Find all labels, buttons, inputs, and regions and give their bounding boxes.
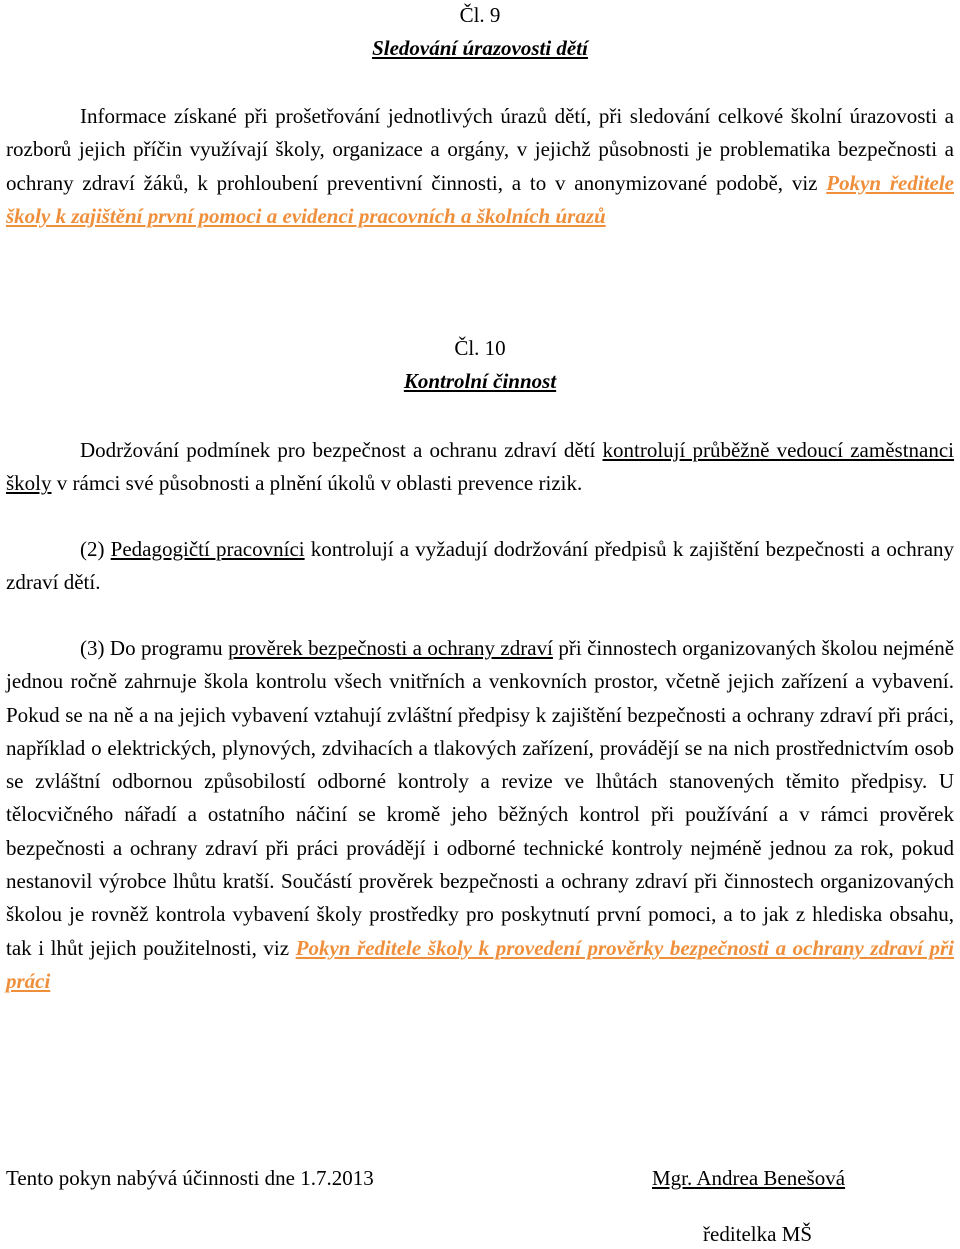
- article-10-paragraph-1: [6, 434, 954, 501]
- article-9-text: Informace získané při prošetřování jednotlivých úrazů dětí, při sledování celkové školní úrazovosti a rozborů jejich příčin využívají školy, organizace a orgány, v jejichž působnosti je problematika bezpečnosti a ochrany zdraví žáků, k prohloubení preventivní činnosti, a to v anonymizované podobě, viz: [6, 104, 954, 195]
- paragraph-1-text-start: Dodržování podmínek pro bezpečnost a ochranu zdraví dětí: [80, 438, 596, 462]
- paragraph-3-text-end: při činnostech organizovaných školou nejméně jednou ročně zahrnuje škola kontrolu všech vnitřních a venkovních prostor, včetně jejich zařízení a vybavení. Pokud se na ně a na jejich vybavení vztahují zvláštní předpisy k zajištění bezpečnosti a ochrany zdraví při práci, například o elektrických, plynových, zdvihacích a tlakových zařízení, provádějí se na nich prostřednictvím osob se zvláštní odbornou způsobilostí odborné kontroly a revize ve lhůtách stanovených těmito předpisy. U tělocvičného nářadí a ostatního náčiní se kromě jeho běžných kontrol při používání a v rámci prověrek bezpečnosti a ochrany zdraví při práci provádějí i odborné technické kontroly nejméně jednou za rok, pokud nestanovil výrobce lhůtu kratší. Součástí prověrek bezpečnosti a ochrany zdraví při činnostech organizovaných školou je rovněž kontrola vybavení školy prostředky pro poskytnutí první pomoci, a to jak z hlediska obsahu, tak i lhůt jejich použitelnosti, viz: [6, 636, 955, 960]
- paragraph-2-number: (2): [80, 537, 105, 561]
- paragraph-3-underlined: prověrek bezpečnosti a ochrany zdraví: [228, 636, 553, 660]
- paragraph-3-text-start: (3) Do programu: [80, 636, 223, 660]
- article-10-title: Kontrolní činnost: [403, 369, 557, 393]
- article-9-paragraph: [6, 100, 954, 233]
- effective-date-statement: Tento pokyn nabývá účinnosti dne 1.7.2013: [6, 1166, 374, 1190]
- paragraph-2-underlined: Pedagogičtí pracovníci: [110, 537, 305, 561]
- article-10-paragraph-3: [6, 632, 954, 998]
- signatory-name: Mgr. Andrea Benešová: [652, 1166, 846, 1190]
- first-aid-directive-link[interactable]: Pokyn ředitele školy k zajištění první pomoci a evidenci pracovních a školních úrazů: [6, 170, 955, 228]
- paragraph-1-text-end: v rámci své působnosti a plnění úkolů v oblasti prevence rizik.: [56, 471, 583, 496]
- safety-inspection-directive-link[interactable]: Pokyn ředitele školy k provedení prověrky bezpečnosti a ochrany zdraví při práci: [6, 935, 954, 993]
- signatory-role: ředitelka MŠ: [703, 1222, 813, 1246]
- article-10-paragraph-2: [6, 533, 954, 600]
- paragraph-2-text-end: kontrolují a vyžadují dodržování předpisů k zajištění bezpečnosti a ochrany zdraví dětí.: [6, 537, 955, 595]
- paragraph-1-underlined: kontrolují průběžně vedoucí zaměstnanci školy: [6, 438, 955, 496]
- article-9-number: Čl. 9: [459, 3, 501, 27]
- article-10-number: Čl. 10: [454, 336, 506, 360]
- article-9-title: Sledování úrazovosti dětí: [372, 36, 588, 60]
